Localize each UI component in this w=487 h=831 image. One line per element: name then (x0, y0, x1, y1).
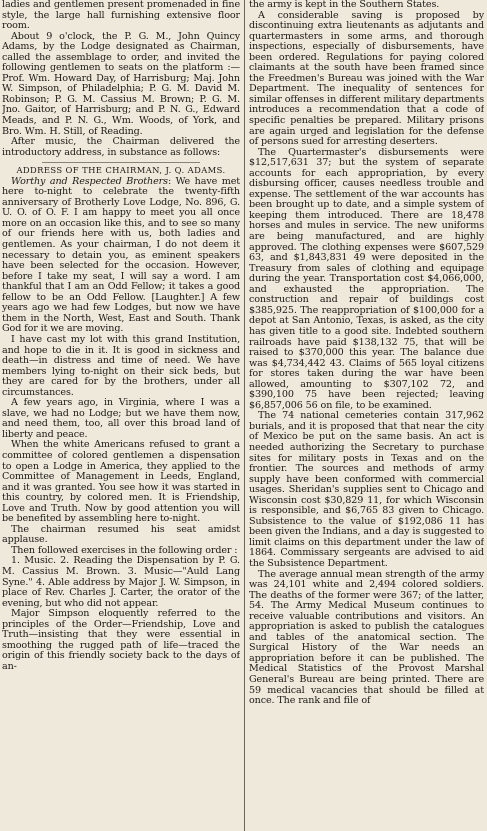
paragraph: When the white Americans refused to grant a committee of colored gentlemen a dispensation to open a Lodge in America, they applied to the Committee of Management in Leeds, England, and it was granted. You see how it was started in this country, by colored men. It is Friendship, Love and Truth. Now by good attention you will be benefited by assembling here to-night. (2, 439, 240, 525)
paragraph: The average annual mean strength of the army was 24,101 white and 2,494 colored soldiers. The deaths of the former were 367; of the latter, 54. The Army Medical Museum continues to receive valuable contributions and visitors. An appropriation is asked to publish the catalogues and tables of the anatomical section. The Surgical History of the War needs an appropriation before it can be published. The Medical Statistics of the Provost Marshal General's Bureau are being printed. There are 59 medical vacancies that should be filled at once. The rank and file of (249, 568, 484, 707)
right-column (249, 0, 484, 831)
paragraph: The chairman resumed his seat amidst applause. (2, 523, 240, 546)
paragraph: Major Simpson eloquently referred to the principles of the Order—Friendship, Love and Truth—insisting that they were essential in smoothing the rugged path of life—traced the origin of this friendly society back to the days of an- (2, 608, 240, 672)
paragraph-body: : We have met here to-night to celebrate the twenty-fifth anniversary of Brotherly Love Lodge, No. 896, G. U. O. of O. F. I am happy to meet you all once more on an occasion like this, and to see so many of our friends here with us, both ladies and gentlemen. As your chairman, I do not deem it necessary to detain you, as eminent speakers have been selected for the occasion. However, before I take my seat, I will say a word. I am thankful that I am an Odd Fellow; it takes a good fellow to be an Odd Fellow. [Laughter.] A few years ago we had few Lodges, but now we have them in the North, West, East and South. Thank God for it we are moving. (2, 175, 240, 335)
paragraph: 1. Music. 2. Reading the Dispensation by P. G. M. Cassius M. Brown. 3. Music—"Auld Lang Syne." 4. Able address by Major J. W. Simpson, in place of Rev. Charles J. Carter, the orator of the evening, but who did not appear. (2, 555, 240, 609)
paragraph: The Quartermaster's disbursements were $12,517,631 37; but the system of separate accounts for each appropriation, by every disbursing officer, causes needless trouble and expense. The settlement of the war accounts has been brought up to date, and a simple system of keeping them introduced. There are 18,478 horses and mules in service. The new uniforms are being manufactured, and are highly approved. The clothing expenses were $607,529 63, and $1,843,831 49 were deposited in the Treasury from sales of clothing and equipage during the year. Transportation cost $4,066,000, and exhausted the appropriation. The construction and repair of buildings cost $385,925. The reappropriation of $100,000 for a depot at San Antonio, Texas, is asked, as the city has given title to a good site. Indebted southern railroads have paid $138,132 75, that will be raised to $370,000 this year. The balance due was $4,734,442 43. Claims of 565 loyal citizens for stores taken during the war have been allowed, amounting to $307,102 72, and $390,100 75 have been rejected; leaving $6,857,006 56 on file, to be examined. (249, 146, 484, 411)
separator-rule (42, 159, 200, 163)
salutation: Worthy and Respected Brothers (11, 175, 168, 187)
paragraph (2, 177, 240, 335)
section-heading: ADDRESS OF THE CHAIRMAN, J. Q. ADAMS. (16, 165, 226, 176)
paragraph: Then followed exercises in the following order : (11, 544, 238, 556)
paragraph: A considerable saving is proposed by discontinuing extra lieutenants as adjutants and quartermasters in some arms, and thorough inspections, especially of disbursements, have been ordered. Regulations for paying colored claimants at the south have been framed since the Freedmen's Bureau was joined with the War Department. The inequality of sentences for similar offenses in different military departments introduces a recommendation that a code of specific penalties be prepared. Military prisons are again urged and legislation for the defense of persons sued for arresting deserters. (249, 9, 484, 148)
paragraph: I have cast my lot with this grand Institution, and hope to die in it. It is good in sickness and death—in distress and time of need. We have members lying to-night on their sick beds, but they are cared for by the brothers, under all circumstances. (2, 333, 240, 398)
paragraph: About 9 o'clock, the P. G. M., John Quincy Adams, by the Lodge designated as Chairman, called the assemblage to order, and invited the following gentlemen to seats on the platform :—Prof. Wm. Howard Day, of Harrisburg; Maj. John W. Simpson, of Philadelphia; P. G. M. David M. Robinson; P. G. M. Cassius M. Brown; P. G. M. Jno. Gaitor, of Harrisburg; and P. N. G., Edward Meads, and P. N. G., Wm. Woods, of York, and Bro. Wm. H. Still, of Reading. (2, 30, 240, 137)
paragraph: ladies and gentlemen present promenaded in fine style, the large hall furnishing extensive floor room. (2, 0, 240, 32)
paragraph: After music, the Chairman delivered the introductory address, in substance as follows: (2, 136, 240, 158)
paragraph: The 74 national cemeteries contain 317,962 burials, and it is proposed that that near the city of Mexico be put on the same basis. An act is needed authorizing the Secretary to purchase sites for military posts in Texas and on the frontier. The sources and methods of army supply have been conformed with commercial usages. Sheridan's supplies sent to Chicago and Wisconsin cost $30,829 11, for which Wisconsin is responsible, and $6,765 83 given to Chicago. Subsistence to the value of $192,086 11 has been given the Indians, and a day is suggested to limit claims on this department under the law of 1864. Commissary sergeants are advised to aid the Subsistence Department. (249, 410, 484, 569)
column-divider (244, 0, 245, 831)
paragraph: A few years ago, in Virginia, where I was a slave, we had no Lodge; but we have them now, and need them, too, all over this broad land of liberty and peace. (2, 397, 240, 440)
paragraph: the army is kept in the Southern States. (249, 0, 440, 10)
left-column (2, 0, 240, 831)
